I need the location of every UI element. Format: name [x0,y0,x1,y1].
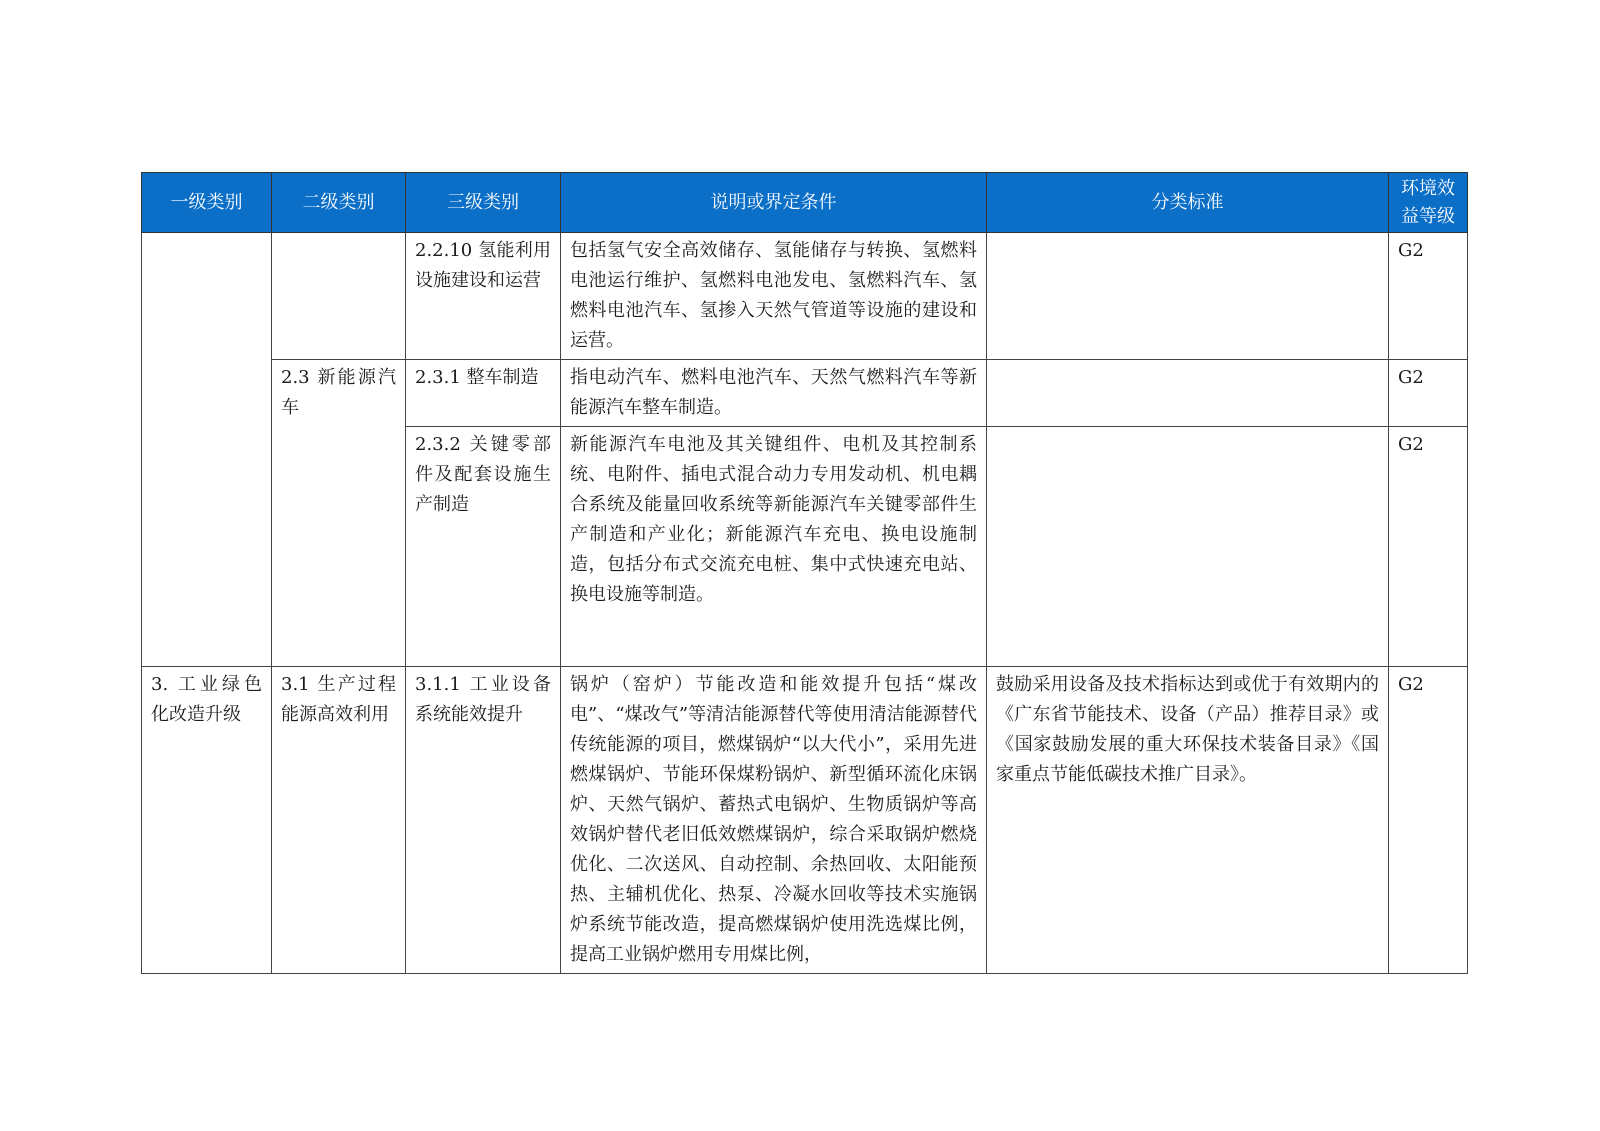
standard-cell [987,233,1389,360]
header-grade: 环境效益等级 [1389,173,1468,233]
grade-cell: G2 [1389,427,1468,667]
grade-cell: G2 [1389,360,1468,427]
level1-cell: 3. 工业绿色化改造升级 [142,667,272,974]
standard-cell [987,360,1389,427]
level1-cell-empty [142,233,272,667]
standard-cell: 鼓励采用设备及技术指标达到或优于有效期内的《广东省节能技术、设备（产品）推荐目录》或《国家鼓励发展的重大环保技术装备目录》《国家重点节能低碳技术推广目录》。 [987,667,1389,974]
level3-cell: 3.1.1 工业设备系统能效提升 [406,667,561,974]
level2-cell: 2.3 新能源汽车 [272,360,406,667]
header-level1: 一级类别 [142,173,272,233]
description-cell: 包括氢气安全高效储存、氢能储存与转换、氢燃料电池运行维护、氢燃料电池发电、氢燃料汽车、氢燃料电池汽车、氢掺入天然气管道等设施的建设和运营。 [561,233,987,360]
grade-cell: G2 [1389,233,1468,360]
classification-table [141,172,1468,974]
description-cell: 指电动汽车、燃料电池汽车、天然气燃料汽车等新能源汽车整车制造。 [561,360,987,427]
grade-cell: G2 [1389,667,1468,974]
table-row [142,360,1468,427]
standard-cell [987,427,1389,667]
description-cell: 锅炉（窑炉）节能改造和能效提升包括“煤改电”、“煤改气”等清洁能源替代等使用清洁能源替代传统能源的项目，燃煤锅炉“以大代小”，采用先进燃煤锅炉、节能环保煤粉锅炉、新型循环流化床锅炉、天然气锅炉、蓄热式电锅炉、生物质锅炉等高效锅炉替代老旧低效燃煤锅炉，综合采取锅炉燃烧优化、二次送风、自动控制、余热回收、太阳能预热、主辅机优化、热泵、冷凝水回收等技术实施锅炉系统节能改造，提高燃煤锅炉使用洗选煤比例，提高工业锅炉燃用专用煤比例， [561,667,987,974]
header-level2: 二级类别 [272,173,406,233]
header-level3: 三级类别 [406,173,561,233]
table-row [142,233,1468,360]
table-header-row [142,173,1468,233]
header-standard: 分类标准 [987,173,1389,233]
table-row [142,667,1468,974]
level2-cell: 3.1 生产过程能源高效利用 [272,667,406,974]
level3-cell: 2.3.2 关键零部件及配套设施生产制造 [406,427,561,667]
description-cell: 新能源汽车电池及其关键组件、电机及其控制系统、电附件、插电式混合动力专用发动机、机电耦合系统及能量回收系统等新能源汽车关键零部件生产制造和产业化；新能源汽车充电、换电设施制造，包括分布式交流充电桩、集中式快速充电站、换电设施等制造。 [561,427,987,667]
level3-cell: 2.3.1 整车制造 [406,360,561,427]
level2-cell-empty [272,233,406,360]
level3-cell: 2.2.10 氢能利用设施建设和运营 [406,233,561,360]
header-description: 说明或界定条件 [561,173,987,233]
